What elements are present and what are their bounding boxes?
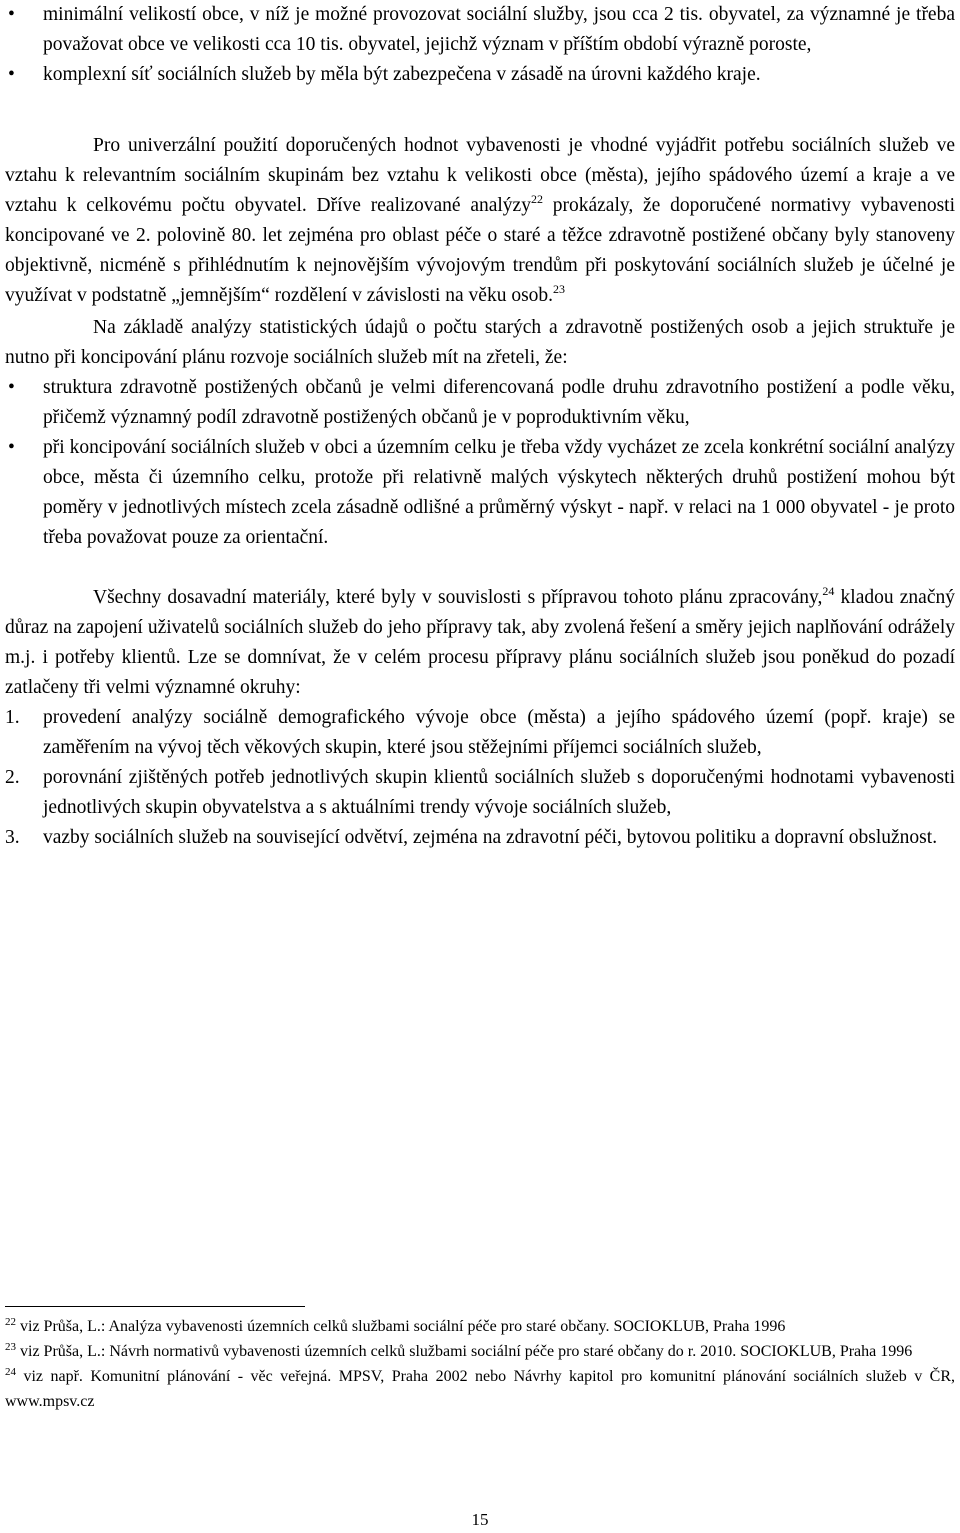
list-item-text: struktura zdravotně postižených občanů je velmi diferencovaná podle druhu zdravotního postižení a podle věku, přičemž významný podíl zdravotně postižených občanů je v poproduktivním věku, [43, 377, 955, 428]
list-item-text: komplexní síť sociálních služeb by měla být zabezpečena v zásadě na úrovni každého kraje. [43, 64, 761, 85]
footnote-text: viz Průša, L.: Analýza vybavenosti územních celků službami sociální péče pro staré občany. SOCIOKLUB, Praha 1996 [20, 1318, 786, 1335]
list-number: 1. [5, 707, 20, 728]
list-number: 3. [5, 827, 20, 848]
list-item [5, 763, 955, 823]
footnote-ref: 23 [553, 282, 566, 296]
list-number: 2. [5, 767, 20, 788]
paragraph-text: kladou značný důraz na zapojení uživatelů sociálních služeb do jeho přípravy tak, aby zvolená řešení a směry jejich naplňování odrážely m.j. i potřeby klientů. Lze se domnívat, že v celém procesu přípravy plánu sociálních služeb jsou poněkud do pozadí zatlačeny tři velmi významné okruhy: [5, 587, 955, 698]
bullet-icon: • [8, 377, 15, 398]
footnote [5, 1364, 955, 1414]
document-page [5, 0, 955, 1533]
numbered-list [5, 703, 955, 853]
list-item [5, 60, 955, 90]
top-bullet-list [5, 0, 955, 90]
paragraph [5, 583, 955, 703]
list-item-text: porovnání zjištěných potřeb jednotlivých skupin klientů sociálních služeb s doporučenými hodnotami vybavenosti jednotlivých skupin obyvatelstva a s aktuálními trendy vývoje sociálních služeb, [43, 767, 955, 818]
footnote-divider [5, 1306, 305, 1307]
paragraph [5, 313, 955, 373]
footnote-text: viz např. Komunitní plánování - věc veřejná. MPSV, Praha 2002 nebo Návrhy kapitol pro komunitní plánování sociálních služeb v ČR, www.mpsv.cz [5, 1368, 955, 1410]
footnote-text: viz Průša, L.: Návrh normativů vybavenosti územních celků službami sociální péče pro staré občany do r. 2010. SOCIOKLUB, Praha 1996 [20, 1343, 913, 1360]
list-item [5, 433, 955, 553]
mid-bullet-list [5, 373, 955, 553]
list-item-text: při koncipování sociálních služeb v obci a územním celku je třeba vždy vycházet ze zcela konkrétní sociální analýzy obce, města či územního celku, protože při relativně malých výskytech některých druhů postižení mohou být poměry v jednotlivých místech zcela zásadně odlišné a průměrný výskyt - např. v relaci na 1 000 obyvatel - je proto třeba považovat pouze za orientační. [43, 437, 955, 548]
paragraph-text: Všechny dosavadní materiály, které byly v souvislosti s přípravou tohoto plánu zpracovány, [93, 587, 823, 608]
footnote-number: 24 [5, 1366, 16, 1378]
page-number: 15 [471, 1510, 489, 1529]
list-item [5, 703, 955, 763]
list-item-text: provedení analýzy sociálně demografického vývoje obce (města) a jejího spádového území (popř. kraje) se zaměřením na vývoj těch věkových skupin, které jsou stěžejními příjemci sociálních služeb, [43, 707, 955, 758]
bullet-icon: • [8, 437, 15, 458]
footnotes [5, 1314, 955, 1414]
footnote-number: 22 [5, 1316, 16, 1328]
bullet-icon: • [8, 4, 15, 25]
footnote [5, 1314, 955, 1339]
paragraph-text: prokázaly, že doporučené normativy vybavenosti koncipované ve 2. polovině 80. let zejména pro oblast péče o staré a těžce zdravotně postižené občany byly stanoveny objektivně, nicméně s přihlédnutím k nejnovějším vývojovým trendům při poskytování sociálních služeb je účelné je využívat v podstatně „jemnějším“ rozdělení v závislosti na věku osob. [5, 195, 956, 306]
footnote-ref: 24 [822, 584, 835, 598]
paragraph [5, 131, 955, 311]
footnote-ref: 22 [530, 192, 543, 206]
footnote [5, 1339, 955, 1364]
list-item-text: minimální velikostí obce, v níž je možné provozovat sociální služby, jsou cca 2 tis. obyvatel, za významné je třeba považovat obce ve velikosti cca 10 tis. obyvatel, jejichž význam v příštím období výrazně poroste, [43, 4, 955, 55]
list-item [5, 0, 955, 60]
bullet-icon: • [8, 64, 15, 85]
list-item [5, 373, 955, 433]
list-item-text: vazby sociálních služeb na související odvětví, zejména na zdravotní péči, bytovou politiku a dopravní obslužnost. [43, 827, 938, 848]
footnote-number: 23 [5, 1341, 16, 1353]
list-item [5, 823, 955, 853]
paragraph-text: Na základě analýzy statistických údajů o počtu starých a zdravotně postižených osob a jejich struktuře je nutno při koncipování plánu rozvoje sociálních služeb mít na zřeteli, že: [5, 317, 955, 368]
paragraph-text: Pro univerzální použití doporučených hodnot vybavenosti je vhodné vyjádřit potřebu sociálních služeb ve vztahu k relevantním sociálním skupinám bez vztahu k velikosti obce (města), jejího spádového území a kraje a ve vztahu k celkovému počtu obyvatel. Dříve realizované analýzy [5, 135, 955, 216]
